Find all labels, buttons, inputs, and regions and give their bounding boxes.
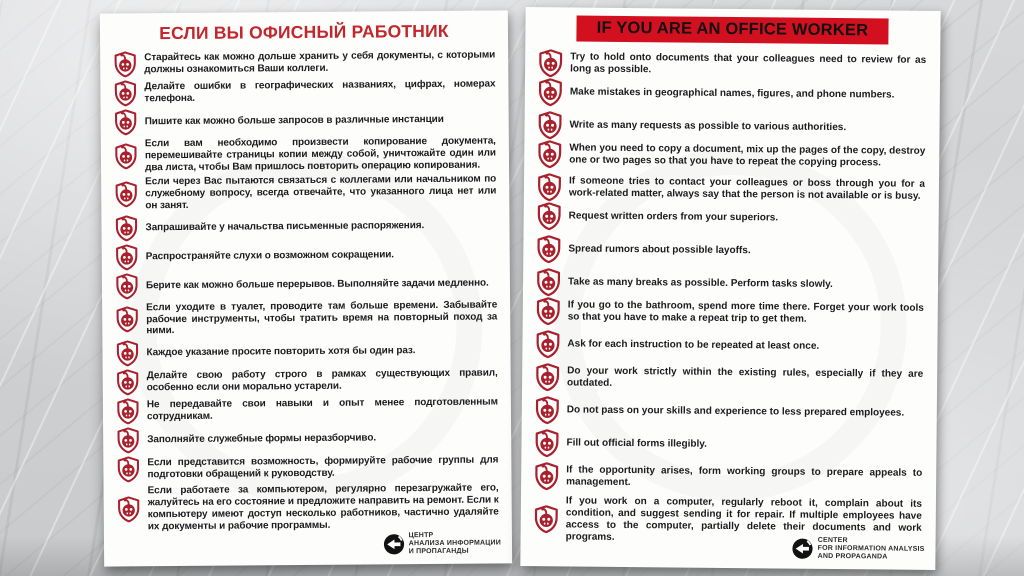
instruction-item bbox=[536, 268, 924, 300]
instruction-item bbox=[535, 330, 923, 362]
instruction-text: If you go to the bathroom, spend more time there. Forget your work tools so that you have to make a repeat trip to get them. bbox=[567, 299, 924, 325]
skull-shield-icon bbox=[115, 273, 139, 299]
instruction-item bbox=[114, 212, 496, 241]
ru-org-logo bbox=[383, 531, 502, 556]
instruction-text: Если уходите в туалет, проводите там больше времени. Забывайте рабочие инструменты, чтобы тратить время на повторный поход за ними. bbox=[146, 299, 498, 337]
instruction-text: Do your work strictly within the existing rules, especially if they are outdated. bbox=[567, 365, 924, 389]
instruction-item bbox=[535, 363, 923, 395]
instruction-item bbox=[116, 425, 498, 454]
instruction-item bbox=[114, 136, 496, 174]
instruction-text: Fill out official forms illegibly. bbox=[566, 437, 707, 450]
instruction-text: Если через Вас пытаются связаться с коллегами или начальником по служебному вопросу, всегда отвечайте, что указанного лица нет или он занят. bbox=[145, 173, 497, 212]
skull-shield-icon bbox=[116, 369, 140, 395]
logo-text-line: CENTER bbox=[817, 536, 848, 545]
ru-page-title: ЕСЛИ ВЫ ОФИСНЫЙ РАБОТНИК bbox=[159, 20, 449, 44]
instruction-text: Make mistakes in geographical names, figures, and phone numbers. bbox=[569, 86, 895, 101]
logo-text-line: FOR INFORMATION ANALYSIS bbox=[817, 544, 925, 553]
instruction-text: Request written orders from your superiors. bbox=[568, 210, 779, 224]
instruction-text: Делайте ошибки в географических названиях, цифрах, номерах телефона. bbox=[144, 78, 496, 105]
instruction-item bbox=[113, 78, 495, 107]
skull-shield-icon bbox=[114, 109, 138, 135]
instruction-text: Распространяйте слухи о возможном сокращении. bbox=[145, 249, 394, 263]
skull-shield-icon bbox=[114, 215, 138, 241]
instruction-item bbox=[116, 396, 498, 425]
skull-shield-icon bbox=[116, 398, 140, 424]
instruction-text: Заполняйте служебные формы неразборчиво. bbox=[147, 432, 377, 446]
instruction-item bbox=[115, 338, 497, 367]
skull-shield-icon bbox=[117, 496, 141, 522]
instruction-text: Do not pass on your skills and experience to less prepared employees. bbox=[566, 404, 905, 419]
skull-shield-icon bbox=[535, 363, 560, 391]
skull-shield-icon bbox=[536, 268, 561, 296]
instruction-text: Если работаете за компьютером, регулярно перезагружайте его, жалуйтесь на его состояние и предложите направить на ремонт. Если к компьютеру имеют доступ несколько работников, частично удаляйте их документы и рабочие программы. bbox=[147, 482, 499, 532]
instruction-item bbox=[116, 367, 498, 396]
instruction-item bbox=[113, 49, 495, 78]
skull-shield-icon bbox=[114, 181, 138, 207]
instruction-text: If someone tries to contact your colleagues or boss through you for a work-related matter, always say that the person is not available or is busy. bbox=[568, 175, 926, 202]
skull-shield-icon bbox=[113, 51, 137, 77]
logo-text-line: АНАЛИЗА ИНФОРМАЦИИ bbox=[408, 539, 502, 548]
skull-shield-icon bbox=[534, 462, 559, 490]
logo-text-line: AND PROPAGANDA bbox=[817, 552, 888, 561]
skull-shield-icon bbox=[536, 235, 561, 263]
instruction-item bbox=[114, 107, 496, 136]
russian-poster-page bbox=[100, 10, 512, 566]
instruction-text: If you work on a computer, regularly reboot it, complain about its condition, and suggest sending it for repair. If multiple employees have access to the computer, partially delete their documents and work programs. bbox=[565, 495, 922, 543]
skull-shield-icon bbox=[116, 427, 140, 453]
instruction-text: When you need to copy a document, mix up the pages of the copy, destroy one or two pages so that you have to repeat the copying process. bbox=[569, 142, 926, 169]
center-logo-icon bbox=[792, 538, 814, 560]
instruction-item bbox=[115, 241, 497, 270]
skull-shield-icon bbox=[114, 143, 138, 169]
instruction-text: Каждое указание просите повторить хотя бы один раз. bbox=[146, 345, 416, 359]
instruction-text: Write as many requests as possible to various authorities. bbox=[569, 119, 847, 134]
en-org-logo bbox=[792, 537, 925, 562]
instruction-item bbox=[536, 297, 924, 329]
instruction-text: Take as many breaks as possible. Perform tasks slowly. bbox=[568, 276, 833, 290]
instruction-item bbox=[537, 173, 925, 205]
instruction-item bbox=[534, 429, 922, 461]
skull-shield-icon bbox=[536, 297, 561, 325]
skull-shield-icon bbox=[116, 456, 140, 482]
instruction-text: Запрашивайте у начальства письменные распоряжения. bbox=[145, 219, 425, 234]
instruction-item bbox=[114, 174, 496, 212]
instruction-item bbox=[537, 111, 925, 143]
en-instruction-list bbox=[534, 49, 927, 547]
skull-shield-icon bbox=[537, 173, 562, 201]
skull-shield-icon bbox=[538, 78, 563, 106]
skull-shield-icon bbox=[535, 396, 560, 424]
skull-shield-icon bbox=[113, 80, 137, 106]
ru-org-logo-text bbox=[409, 531, 502, 556]
logo-text-line: ЦЕНТР bbox=[408, 532, 434, 540]
instruction-item bbox=[537, 140, 925, 172]
instruction-item bbox=[538, 78, 926, 110]
instruction-text: Пишите как можно больше запросов в различные инстанции bbox=[144, 114, 444, 128]
instruction-text: Try to hold onto documents that your colleagues need to review for as long as possible. bbox=[570, 51, 927, 76]
instruction-text: If the opportunity arises, form working groups to prepare appeals to management. bbox=[566, 464, 923, 489]
skull-shield-icon bbox=[115, 307, 139, 333]
skull-shield-icon bbox=[537, 202, 562, 230]
skull-shield-icon bbox=[115, 244, 139, 270]
instruction-text: Старайтесь как можно дольше хранить у себя документы, с которыми должны ознакомиться Ваши коллеги. bbox=[144, 49, 496, 76]
instruction-text: Spread rumors about possible layoffs. bbox=[568, 243, 751, 257]
en-page-title-banner: IF YOU ARE AN OFFICE WORKER bbox=[577, 16, 889, 45]
instruction-text: Делайте свою работу строго в рамках существующих правил, особенно если они морально устарели. bbox=[146, 367, 498, 394]
skull-shield-icon bbox=[115, 340, 139, 366]
instruction-item bbox=[117, 483, 499, 533]
english-poster-page bbox=[520, 7, 940, 570]
center-logo-icon bbox=[383, 533, 405, 555]
instruction-item bbox=[535, 396, 923, 428]
en-org-logo-text bbox=[818, 537, 925, 562]
instruction-item bbox=[534, 462, 922, 494]
instruction-item bbox=[538, 49, 926, 81]
instruction-text: Если вам необходимо произвести копирование документа, перемешивайте страницы копии между собой, уничтожайте один или два листа, чтобы Вам пришлось повторить операцию копирования. bbox=[144, 135, 496, 173]
instruction-text: Если представится возможность, формируйте рабочие группы для подготовки обращений к руководству. bbox=[147, 454, 499, 481]
skull-shield-icon bbox=[535, 330, 560, 358]
ru-instruction-list bbox=[113, 49, 499, 533]
instruction-text: Берите как можно больше перерывов. Выполняйте задачи медленно. bbox=[145, 277, 489, 292]
instruction-item bbox=[536, 235, 924, 267]
instruction-text: Не передавайте свои навыки и опыт менее подготовленным сотрудникам. bbox=[146, 396, 498, 423]
logo-text-line: И ПРОПАГАНДЫ bbox=[408, 547, 469, 556]
instruction-item bbox=[537, 202, 925, 234]
instruction-text: Ask for each instruction to be repeated at least once. bbox=[567, 338, 820, 352]
skull-shield-icon bbox=[538, 49, 563, 77]
instruction-item bbox=[115, 270, 497, 299]
instruction-item bbox=[115, 299, 497, 337]
skull-shield-icon bbox=[537, 140, 562, 168]
instruction-item bbox=[116, 454, 498, 483]
skull-shield-icon bbox=[534, 429, 559, 457]
skull-shield-icon bbox=[534, 505, 559, 533]
skull-shield-icon bbox=[537, 111, 562, 139]
